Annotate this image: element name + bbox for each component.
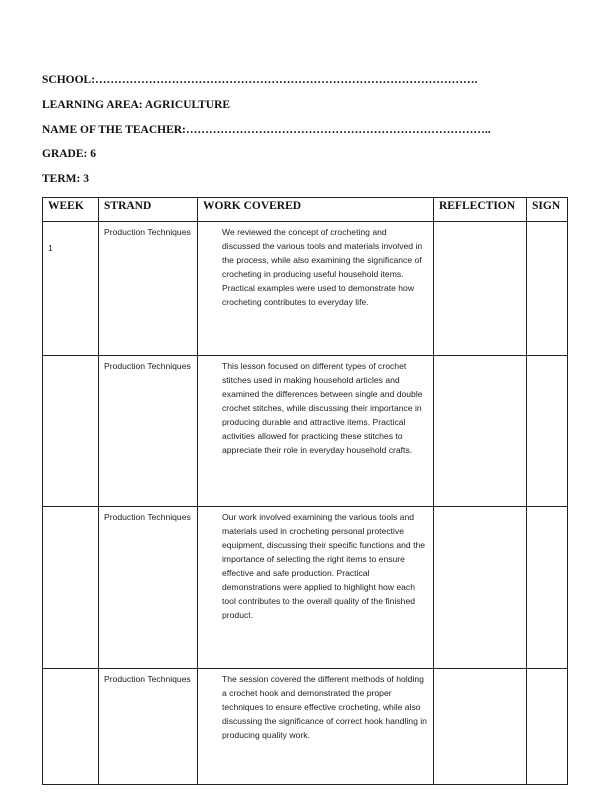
record-of-work-table <box>42 197 568 785</box>
table-row <box>43 356 568 507</box>
strand-cell: Production Techniques <box>99 356 198 507</box>
work-covered-column-header: WORK COVERED <box>198 198 434 222</box>
week-column-header: WEEK <box>43 198 99 222</box>
reflection-cell[interactable] <box>434 356 527 507</box>
sign-cell[interactable] <box>527 356 568 507</box>
reflection-cell[interactable] <box>434 669 527 785</box>
strand-cell: Production Techniques <box>99 507 198 669</box>
week-cell <box>43 507 99 669</box>
strand-cell: Production Techniques <box>99 669 198 785</box>
term-label: TERM: 3 <box>42 173 89 185</box>
work-covered-cell: We reviewed the concept of crocheting and discussed the various tools and materials involved in the process, while also examining the significance of crocheting in producing useful household items. Practical examples were used to demonstrate how crocheting contributes to everyday life. <box>198 222 434 356</box>
sign-column-header: SIGN <box>527 198 568 222</box>
sign-cell[interactable] <box>527 222 568 356</box>
strand-cell: Production Techniques <box>99 222 198 356</box>
reflection-cell[interactable] <box>434 222 527 356</box>
teacher-name-field: NAME OF THE TEACHER:…………………………………………………………………….. <box>42 124 491 136</box>
table-header-row <box>43 198 568 222</box>
reflection-cell[interactable] <box>434 507 527 669</box>
table-row <box>43 507 568 669</box>
work-covered-cell: The session covered the different methods of holding a crochet hook and demonstrated the proper techniques to ensure effective crocheting, while also discussing the significance of correct hook handling in producing quality work. <box>198 669 434 785</box>
school-field: SCHOOL:………………………………………………………………………………………. <box>42 74 478 86</box>
grade-label: GRADE: 6 <box>42 148 96 160</box>
table-row <box>43 222 568 356</box>
reflection-column-header: REFLECTION <box>434 198 527 222</box>
learning-area-label: LEARNING AREA: AGRICULTURE <box>42 99 231 111</box>
week-cell: 1 <box>43 222 99 356</box>
sign-cell[interactable] <box>527 669 568 785</box>
week-cell <box>43 356 99 507</box>
work-covered-cell: Our work involved examining the various tools and materials used in crocheting personal protective equipment, discussing their specific functions and the importance of selecting the right items to ensure effective and safe production. Practical demonstrations were applied to highlight how each tool contributes to the overall quality of the finished product. <box>198 507 434 669</box>
week-cell <box>43 669 99 785</box>
work-covered-cell: This lesson focused on different types of crochet stitches used in making household articles and examined the differences between single and double crochet stitches, while discussing their importance in producing durable and attractive items. Practical activities allowed for practicing these stitches to appreciate their role in everyday household crafts. <box>198 356 434 507</box>
strand-column-header: STRAND <box>99 198 198 222</box>
sign-cell[interactable] <box>527 507 568 669</box>
table-row <box>43 669 568 785</box>
